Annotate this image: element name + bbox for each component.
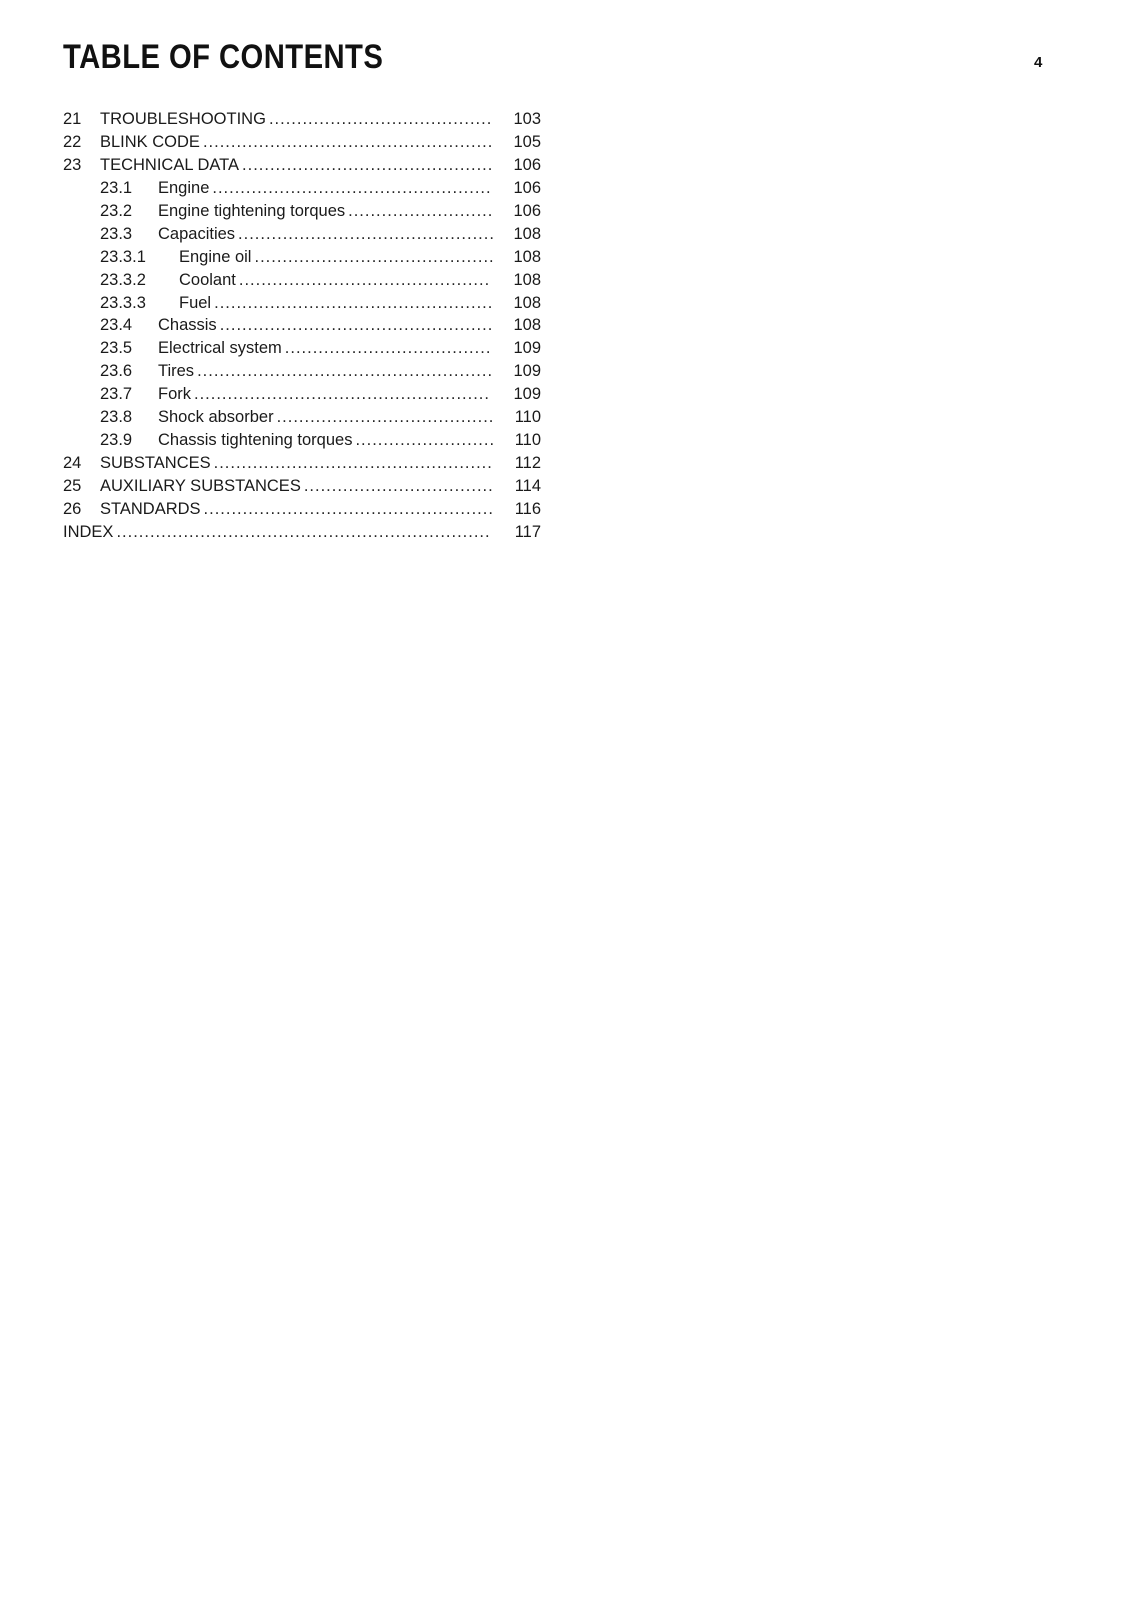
toc-entry[interactable] [63,498,541,521]
toc-entry-label: INDEX [63,522,114,541]
toc-entry-label: SUBSTANCES [100,454,211,473]
toc-entry-number: 23.4 [100,316,133,335]
toc-entry-number: 23.8 [100,408,133,427]
toc-entry[interactable] [63,452,541,475]
toc-entry-page: 116 [514,499,541,518]
dot-leader: ..................................................... [197,362,494,381]
toc-entry-number: 23 [63,155,82,174]
dot-leader: .................................................. [213,454,493,473]
toc-entry-number: 23.3 [100,224,133,243]
toc-entry-label: Electrical system [158,339,282,358]
toc-entry-page: 109 [513,339,541,358]
toc-entry-page: 108 [513,270,541,289]
toc-entry-number: 23.5 [100,339,133,358]
toc-entry-page: 109 [513,362,541,381]
toc-entry-number: 24 [63,454,82,473]
toc-entry-number: 25 [63,477,82,495]
toc-entry-label: Engine [158,178,210,197]
page-title: TABLE OF CONTENTS [63,38,384,76]
toc-entry-label: STANDARDS [100,499,201,518]
dot-leader: ............................................. [238,270,491,289]
toc-entry[interactable] [63,246,541,269]
toc-entry-number: 23.3.1 [100,247,146,266]
dot-leader: .................................................... [202,132,494,151]
toc-entry-page: 108 [513,247,541,266]
toc-entry-page: 108 [513,293,541,312]
toc-entry-label: Shock absorber [158,408,274,427]
toc-entry-number: 23.2 [100,201,133,220]
toc-entry[interactable] [63,360,541,383]
toc-entry-label: Engine tightening torques [158,201,346,220]
toc-entry-label: Capacities [158,224,236,243]
toc-entry[interactable] [63,269,541,292]
dot-leader: ..................................... [284,339,492,358]
toc-entry[interactable] [63,131,541,154]
toc-entry[interactable] [63,475,541,498]
toc-entry[interactable] [63,337,541,360]
dot-leader: ....................................... [276,408,495,427]
toc-entry-number: 26 [63,499,82,518]
toc-entry-page: 105 [513,132,541,151]
toc-entry-number: 23.6 [100,362,133,381]
dot-leader: ........................................... [254,247,495,266]
toc-entry-number: 23.3.3 [100,293,146,312]
toc-entry-number: 23.3.2 [100,270,146,289]
toc-entry-label: TECHNICAL DATA [100,155,240,174]
toc-entry[interactable] [63,177,541,200]
dot-leader: .......................... [348,201,494,220]
toc-entry-label: Fuel [179,293,212,312]
toc-entry-label: BLINK CODE [100,132,200,151]
toc-entry-number: 21 [63,110,82,128]
page-number: 4 [1034,54,1043,71]
dot-leader: ........................................ [268,110,493,128]
dot-leader: ..................................................... [194,385,490,404]
toc-entry-label: Fork [158,385,191,404]
toc-entry[interactable] [63,521,541,544]
toc-entry-number: 22 [63,132,82,151]
dot-leader: ................................................................... [116,522,491,541]
toc-entry-label: Engine oil [179,247,252,266]
toc-entry-number: 23.9 [100,431,133,450]
toc-entry-label: TROUBLESHOOTING [100,110,266,128]
toc-entry[interactable] [63,292,541,315]
toc-entry-page: 108 [513,316,541,335]
toc-entry[interactable] [63,108,541,131]
toc-entry[interactable] [63,223,541,246]
toc-entry-label: AUXILIARY SUBSTANCES [100,477,301,495]
toc-entry-page: 106 [513,155,541,174]
dot-leader: .................................................. [212,178,492,197]
toc-entry-page: 106 [513,178,541,197]
toc-entry[interactable] [63,429,541,452]
dot-leader: ................................................. [219,316,494,335]
toc-entry-page: 110 [514,408,541,427]
toc-entry[interactable] [63,406,541,429]
dot-leader: .................................. [303,477,494,495]
toc-entry-page: 106 [513,201,541,220]
dot-leader: ............................................. [242,155,494,174]
table-of-contents [63,108,541,544]
toc-entry-number: 23.7 [100,385,133,404]
toc-entry-label: Coolant [179,270,236,289]
toc-entry-page: 103 [513,110,541,128]
toc-entry-page: 114 [514,477,541,495]
toc-entry[interactable] [63,383,541,406]
toc-entry-page: 109 [513,385,541,404]
toc-entry-label: Chassis tightening torques [158,431,353,450]
toc-entry-label: Chassis [158,316,217,335]
toc-entry-label: Tires [158,362,195,381]
toc-entry[interactable] [63,314,541,337]
toc-entry-page: 110 [514,431,541,450]
toc-entry-page: 108 [513,224,541,243]
toc-entry-page: 112 [514,454,541,473]
dot-leader: ......................... [355,431,496,450]
toc-entry[interactable] [63,154,541,177]
toc-entry[interactable] [63,200,541,223]
toc-entry-page: 117 [514,522,541,541]
dot-leader: .................................................. [214,293,494,312]
toc-entry-number: 23.1 [100,178,133,197]
dot-leader: .................................................... [203,499,494,518]
dot-leader: .............................................. [238,224,495,243]
